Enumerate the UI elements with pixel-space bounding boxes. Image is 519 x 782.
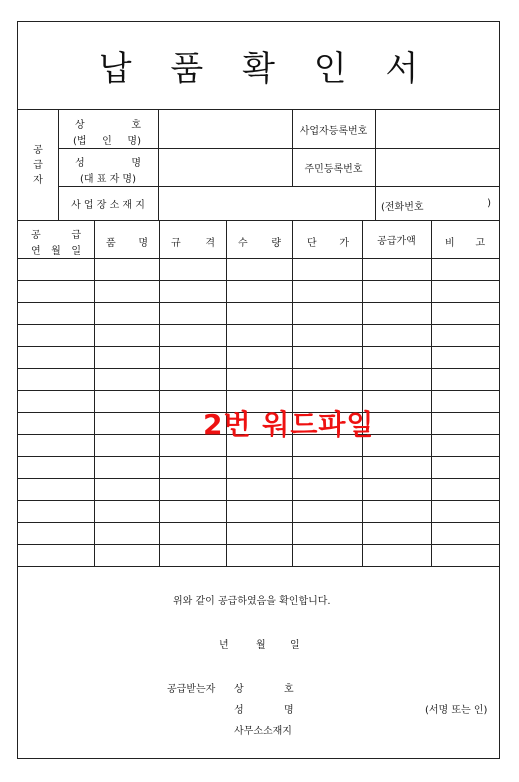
label-char: 량 [271, 238, 281, 249]
table-column-rule [362, 220, 363, 566]
signature-label: (서명 또는 인) [425, 705, 488, 716]
rule [158, 110, 159, 220]
label-char: 인 [102, 136, 112, 147]
label-char: 명) [127, 136, 141, 147]
representative-label: (대 표 자 명) [80, 174, 136, 185]
table-row-rule [18, 456, 499, 457]
label-char: 규 [171, 238, 181, 249]
table-column-rule [94, 220, 95, 566]
table-row-rule [18, 324, 499, 325]
resident-reg-no-label: 주민등록번호 [304, 163, 363, 175]
table-row-rule [18, 390, 499, 391]
col-remarks [431, 220, 499, 258]
label-char: 격 [205, 238, 215, 249]
document-title: 납 품 확 인 서 [18, 22, 499, 110]
table-column-rule [292, 220, 293, 566]
col-spec [159, 220, 226, 258]
phone-close: ) [487, 198, 491, 209]
label-char: 성 [75, 158, 85, 169]
label-char: 비 [445, 238, 455, 249]
label-char: 공 [31, 230, 41, 241]
trade-name-label [58, 110, 158, 148]
confirmation-statement: 위와 같이 공급하였음을 확인합니다. [173, 596, 331, 607]
date-year: 년 [219, 640, 229, 651]
label-char: 고 [475, 238, 485, 249]
business-reg-no-label: 사업자등록번호 [299, 125, 368, 137]
col-unit-price [292, 220, 362, 258]
address-label: 사 업 장 소 재 지 [71, 199, 145, 211]
label-char: 명 [131, 158, 141, 169]
label-char: 일 [71, 246, 81, 257]
table-header-rule [18, 258, 499, 259]
table-row-rule [18, 544, 499, 545]
table-row-rule [18, 302, 499, 303]
office-address-label: 사무소소재지 [234, 726, 292, 737]
document-frame [17, 21, 500, 759]
table-column-rule [226, 220, 227, 566]
receiver-label: 공급받는자 [167, 684, 216, 695]
table-row-rule [18, 346, 499, 347]
label-char: 가 [339, 238, 349, 249]
phone-label [375, 186, 499, 220]
table-row-rule [18, 522, 499, 523]
label-char: 수 [238, 238, 248, 249]
label-char: 급 [71, 230, 81, 241]
col-item [94, 220, 159, 258]
table-row-rule [18, 566, 499, 567]
table-row-rule [18, 280, 499, 281]
receiver-trade-a: 상 [234, 684, 244, 695]
label-char: 연 [31, 246, 41, 257]
col-date [18, 220, 94, 258]
name-label [58, 148, 158, 186]
receiver-name-b: 명 [284, 705, 294, 716]
date-day: 일 [290, 640, 300, 651]
label-char: 단 [307, 238, 317, 249]
date-month: 월 [256, 640, 266, 651]
label-char: 명 [138, 238, 148, 249]
table-column-rule [431, 220, 432, 566]
receiver-name-a: 성 [234, 705, 244, 716]
receiver-trade-b: 호 [284, 684, 294, 695]
label-char: 월 [51, 246, 61, 257]
table-column-rule [159, 220, 160, 566]
table-row-rule [18, 368, 499, 369]
phone-open: (전화번호 [381, 202, 424, 213]
label-char: 호 [131, 120, 141, 131]
label-char: 상 [75, 120, 85, 131]
table-row-rule [18, 478, 499, 479]
label-char: 자 [33, 174, 43, 186]
label-char: 품 [106, 238, 116, 249]
col-amount: 공급가액 [377, 235, 416, 247]
label-char: 급 [33, 159, 43, 171]
label-char: (법 [73, 136, 87, 147]
supplier-label [18, 110, 58, 220]
table-row-rule [18, 500, 499, 501]
watermark-text: 2번 워드파일 [203, 408, 375, 441]
label-char: 공 [33, 144, 43, 156]
col-qty [226, 220, 292, 258]
